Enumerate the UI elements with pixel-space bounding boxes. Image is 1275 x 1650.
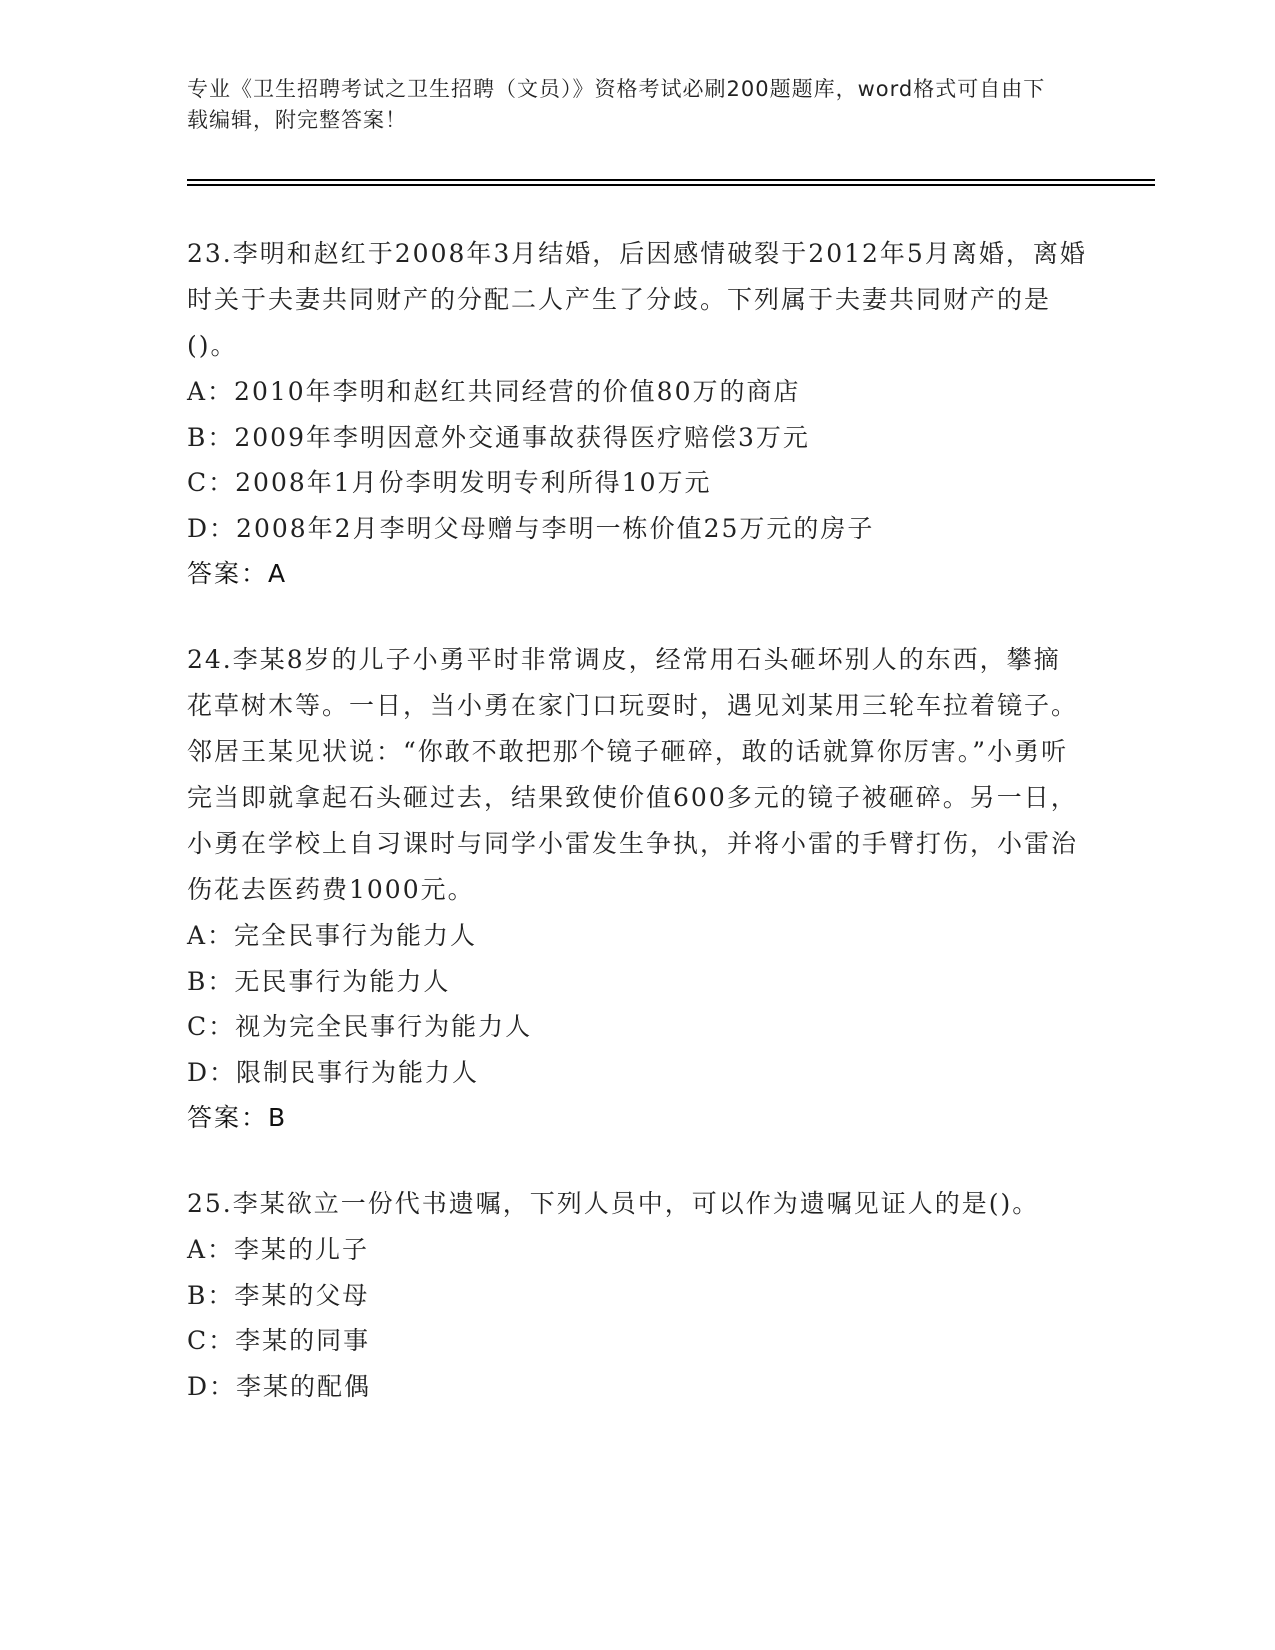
option-b: B：2009年李明因意外交通事故获得医疗赔偿3万元: [187, 422, 810, 452]
option-d: D：李某的配偶: [187, 1371, 372, 1401]
option-d: D：限制民事行为能力人: [187, 1057, 480, 1087]
option-b: B：无民事行为能力人: [187, 966, 451, 996]
question-25: [187, 1181, 1087, 1409]
question-text: 25.李某欲立一份代书遗嘱，下列人员中，可以作为遗嘱见证人的是()。: [187, 1189, 1040, 1218]
option-c: C：2008年1月份李明发明专利所得10万元: [187, 468, 712, 497]
option-a: A：完全民事行为能力人: [187, 921, 478, 950]
question-list: [187, 231, 1087, 1449]
answer-line: 答案：A: [187, 559, 288, 588]
option-a: A：2010年李明和赵红共同经营的价值80万的商店: [187, 377, 801, 406]
option-a: A：李某的儿子: [187, 1235, 370, 1264]
header-divider-bottom: [187, 184, 1155, 186]
header-divider-top: [187, 179, 1155, 181]
option-c: C：李某的同事: [187, 1326, 371, 1355]
option-b: B：李某的父母: [187, 1280, 370, 1310]
question-23: [187, 231, 1087, 597]
option-c: C：视为完全民事行为能力人: [187, 1012, 533, 1041]
document-header: 专业《卫生招聘考试之卫生招聘（文员）》资格考试必刷200题题库，word格式可自由下载编辑，附完整答案！: [187, 77, 1046, 132]
question-text: 23.李明和赵红于2008年3月结婚，后因感情破裂于2012年5月离婚，离婚时关于夫妻共同财产的分配二人产生了分歧。下列属于夫妻共同财产的是()。: [187, 239, 1087, 360]
option-d: D：2008年2月李明父母赠与李明一栋价值25万元的房子: [187, 513, 875, 543]
answer-line: 答案：B: [187, 1103, 288, 1132]
question-24: [187, 637, 1087, 1141]
question-text: 24.李某8岁的儿子小勇平时非常调皮，经常用石头砸坏别人的东西，攀摘花草树木等。一日，当小勇在家门口玩耍时，遇见刘某用三轮车拉着镜子。邻居王某见状说：“你敢不敢把那个镜子砸碎，敢的话就算你厉害。”小勇听完当即就拿起石头砸过去，结果致使价值600多元的镜子被砸碎。另一日，小勇在学校上自习课时与同学小雷发生争执，并将小雷的手臂打伤，小雷治伤花去医药费1000元。: [187, 645, 1079, 904]
